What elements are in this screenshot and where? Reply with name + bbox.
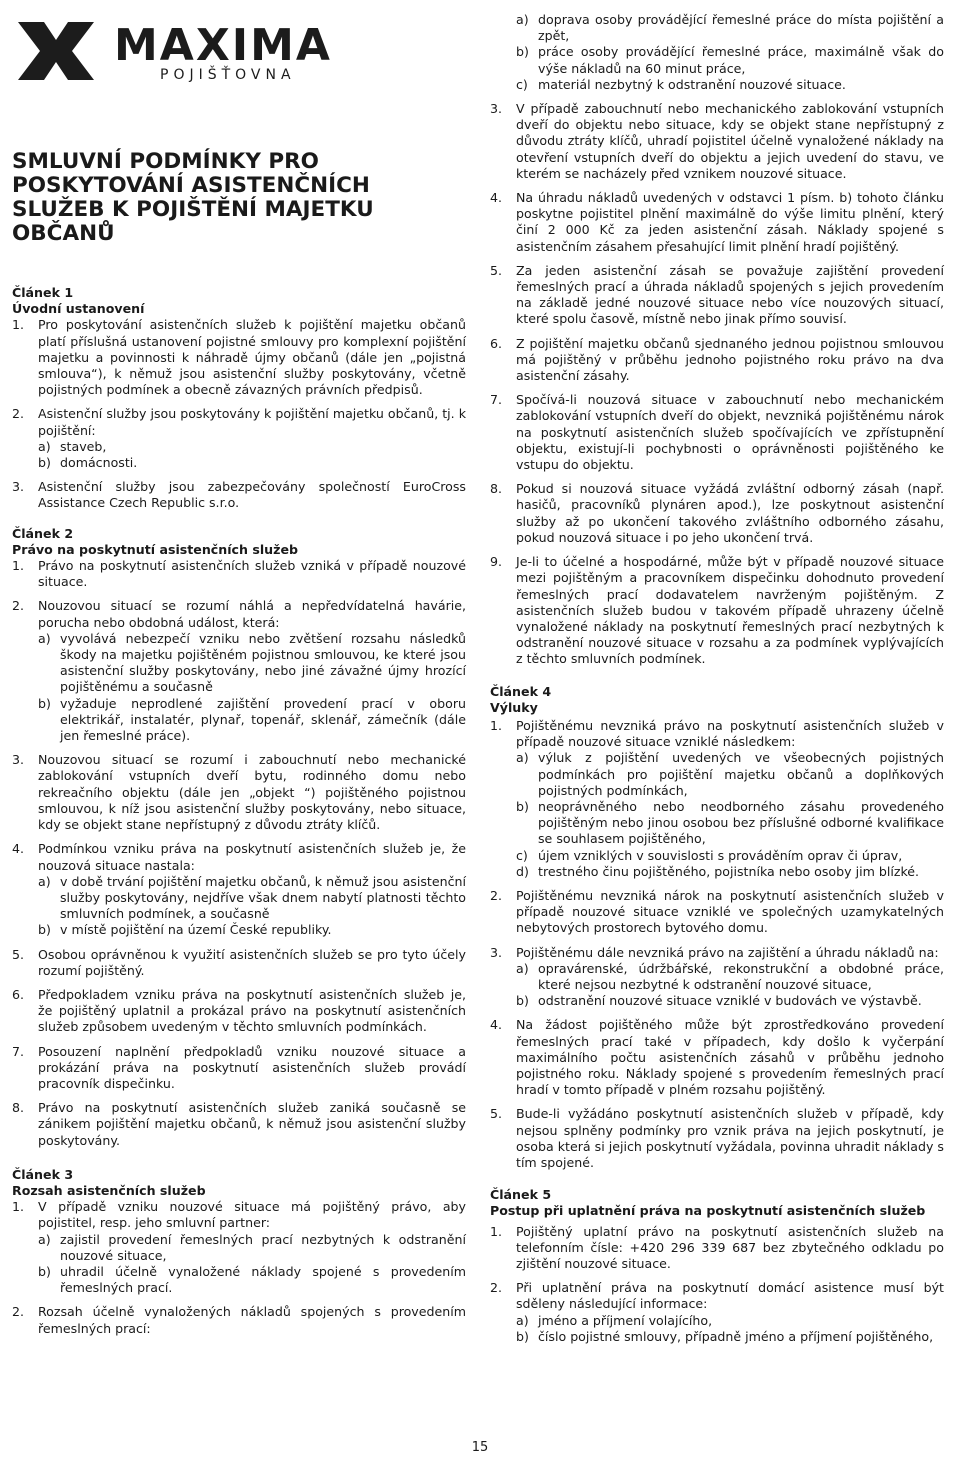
list-item: 1. Pro poskytování asistenčních služeb k pojištění majetku občanů platí příslušná ustanovení pojistné smlouvy pro komplexní pojištění majetku a povinnosti k náhradě újmy občanů (dále jen „pojistná smlouva“), k němuž jsou asistenční služby poskytovány, včetně pojistných podmínek a obecně závazných právních předpisů. bbox=[12, 317, 466, 398]
list-item: 8. Právo na poskytnutí asistenčních služeb zaniká současně se zánikem pojištění majetku občanů, k němuž jsou asistenční služby poskytovány. bbox=[12, 1100, 466, 1148]
list-item: 2. Při uplatnění práva na poskytnutí domácí asistence musí být sděleny následující informace: bbox=[490, 1280, 944, 1312]
list-item: 3. Pojištěnému dále nevzniká právo na zajištění a úhradu nákladů na: bbox=[490, 944, 939, 960]
article-4-number: Článek 4 bbox=[490, 683, 552, 699]
sub-list-item: b) domácnosti. bbox=[38, 455, 138, 471]
left-column bbox=[12, 285, 466, 1337]
sub-list-item: b) odstranění nouzové situace vzniklé v budovách ve výstavbě. bbox=[516, 993, 922, 1009]
sub-list-item: b) uhradil účelně vynaložené náklady spojené s provedením řemeslných prací. bbox=[38, 1263, 466, 1296]
article-5-heading: Postup při uplatnění práva na poskytnutí asistenčních služeb bbox=[490, 1203, 926, 1219]
sub-list-item: a) vyvolává nebezpečí vzniku nebo zvětšení rozsahu následků škody na majetku pojištěném pojistnou smlouvou, ke které jsou asistenční služby poskytovány, nebo jiné závažné újmy hrozící pojištěnému a současně bbox=[38, 630, 466, 695]
article-5-number: Článek 5 bbox=[490, 1187, 552, 1203]
list-item: 7. Spočívá-li nouzová situace v zabouchnutí nebo mechanickém zablokování vstupních dveří do objekt, nevzniká pojištěnému nárok na poskytnutí asistenčních služeb spočívajících ve zpřístupnění objektu, existují-li pochybnosti o oprávněnosti pojištěného ke vstupu do objektu. bbox=[490, 392, 944, 473]
article-3-heading: Rozsah asistenčních služeb bbox=[12, 1182, 206, 1198]
sub-list-item: b) v místě pojištění na území České republiky. bbox=[38, 922, 332, 938]
list-item: 1. Pojištěný uplatní právo na poskytnutí asistenčních služeb na telefonním čísle: +420 296 339 687 bez zbytečného odkladu po zjištění nouzové situace. bbox=[490, 1223, 944, 1272]
sub-list-item: c) újem vzniklých v souvislosti s prováděním oprav či úprav, bbox=[516, 847, 903, 863]
list-item: 6. Předpokladem vzniku práva na poskytnutí asistenčních služeb je, že pojištěný uplatnil a prokázal právo na poskytnutí asistenčních služeb způsobem uvedeným v těchto smluvních podmínkách. bbox=[12, 986, 466, 1035]
sub-list-item: b) práce osoby provádějící řemeslné práce, maximálně však do výše nákladů na 60 minut práce, bbox=[516, 44, 944, 76]
sub-list-item: c) materiál nezbytný k odstranění nouzové situace. bbox=[516, 76, 846, 92]
sub-list-item: a) staveb, bbox=[38, 438, 107, 454]
list-item: 3. V případě zabouchnutí nebo mechanického zablokování vstupních dveří do objektu nebo situace, kdy se objekt stane nepřístupný z důvodu ztráty klíčů, uhradí pojistitel účelně vynaložené náklady na otevření vstupních dveří do objektu a jejich uvedení do stavu, ve kterém se nacházely před vznikem nouzové situace. bbox=[490, 101, 944, 181]
logo-name: MAXIMA bbox=[114, 20, 332, 71]
sub-list-item: a) opravárenské, údržbářské, rekonstrukční a obdobné práce, které nejsou nezbytné k odstranění nouzové situace, bbox=[516, 960, 944, 992]
list-item: 9. Je-li to účelné a hospodárné, může být v případě nouzové situace mezi pojištěným a pracovníkem dispečinku dohodnuto provedení řemeslných prací dodavatelem navrženým pojištěným. Z asistenčních služeb budou v takovém případě uhrazeny účelně vynaložené náklady na poskytnutí řemeslných prací nezbytných k odstranění nouzové situace v rozsahu a za podmínek vyplývajících z těchto smluvních podmínek. bbox=[490, 554, 944, 667]
sub-list-item: a) zajistil provedení řemeslných prací nezbytných k odstranění nouzové situace, bbox=[38, 1231, 466, 1263]
article-2-number: Článek 2 bbox=[12, 525, 74, 541]
sub-list-item: a) v době trvání pojištění majetku občanů, k němuž jsou asistenční služby poskytovány, nejdříve však dnem nabytí platnosti těchto smluvních podmínek, a současně bbox=[38, 873, 466, 922]
list-item: 1. Právo na poskytnutí asistenčních služeb vzniká v případě nouzové situace. bbox=[12, 558, 466, 590]
list-item: 7. Posouzení naplnění předpokladů vzniku nouzové situace a prokázání práva na poskytnutí asistenčních služeb provádí pracovník dispečinku. bbox=[12, 1043, 466, 1091]
list-item: 5. Za jeden asistenční zásah se považuje zajištění provedení řemeslných prací a úhrada nákladů spojených s jejich provedením na základě jedné nouzové situace nebo více nouzových situací, které spolu časově, místně nebo jinak přímo souvisí. bbox=[490, 262, 944, 327]
company-logo bbox=[14, 18, 332, 86]
list-item: 1. Pojištěnému nevzniká právo na poskytnutí asistenčních služeb v případě nouzové situace vzniklé následkem: bbox=[490, 717, 944, 750]
sub-list-item: a) výluk z pojištění uvedených ve všeobecných pojistných podmínkách pro pojištění majetku občanů a doplňkových pojistných podmínkách, bbox=[516, 750, 944, 798]
list-item: 3. Nouzovou situací se rozumí i zabouchnutí nebo mechanické zablokování vstupních dveří bytu, rodinného domu nebo rekreačního objektu (dále jen „objekt “) pojištěného pojistnou smlouvou, k níž jsou asistenční služby poskytovány, nebo situace, kdy se objekt stane nepřístupný z důvodu ztráty klíčů. bbox=[12, 752, 466, 833]
article-1-heading: Úvodní ustanovení bbox=[12, 301, 145, 317]
list-item: 5. Osobou oprávněnou k využití asistenčních služeb se pro tyto účely rozumí pojištěný. bbox=[12, 946, 466, 978]
sub-list-item: b) vyžaduje neprodlené zajištění provedení prací v oboru elektrikář, instalatér, plynař, topenář, sklenář, zámečník (dále jen řemeslné práce). bbox=[38, 695, 466, 744]
article-3-number: Článek 3 bbox=[12, 1166, 74, 1182]
list-item: 6. Z pojištění majetku občanů sjednaného jednou pojistnou smlouvou má pojištěný v průběhu jednoho pojistného roku právo na dva asistenční zásahy. bbox=[490, 335, 944, 384]
sub-list-item: d) trestného činu pojištěného, pojistníka nebo osoby jim blízké. bbox=[516, 863, 920, 879]
list-item: 4. Podmínkou vzniku práva na poskytnutí asistenčních služeb je, že nouzová situace nastala: bbox=[12, 841, 466, 873]
sub-list-item: b) neoprávněného nebo neodborného zásahu provedeného pojištěným nebo jinou osobou bez příslušné odborné kvalifikace se souhlasem pojištěného, bbox=[516, 798, 944, 847]
article-1-number: Článek 1 bbox=[12, 285, 74, 300]
list-item: 4. Na úhradu nákladů uvedených v odstavci 1 písm. b) tohoto článku poskytne pojistitel plnění maximálně do výše limitu plnění, který činí 2 000 Kč za jeden asistenční zásah. Náklady spojené s asistenčním zásahem přesahující limit plnění hradí pojištěný. bbox=[490, 190, 944, 254]
logo-subtitle: POJIŠŤOVNA bbox=[160, 67, 296, 83]
sub-list-item: a) doprava osoby provádějící řemeslné práce do místa pojištění a zpět, bbox=[516, 12, 944, 44]
right-column bbox=[490, 12, 944, 1345]
page-number: 15 bbox=[471, 1440, 489, 1455]
document-title: SMLUVNÍ PODMÍNKY PRO POSKYTOVÁNÍ ASISTENČNÍCH SLUŽEB K POJIŠTĚNÍ MAJETKU OBČANŮ bbox=[12, 149, 374, 246]
list-item: 2. Nouzovou situací se rozumí náhlá a nepředvídatelná havárie, porucha nebo obdobná událost, která: bbox=[12, 598, 466, 630]
list-item: 3. Asistenční služby jsou zabezpečovány společností EuroCross Assistance Czech Republic s.r.o. bbox=[12, 479, 466, 511]
list-item: 4. Na žádost pojištěného může být zprostředkováno provedení řemeslných prací také v případech, kdy došlo k vyčerpání maximálního počtu asistenčních zásahů v průběhu jednoho pojistného roku. Náklady spojené s provedením řemeslných prací hradí v tomto případě v plném rozsahu pojištěný. bbox=[490, 1017, 944, 1098]
list-item: 2. Rozsah účelně vynaložených nákladů spojených s provedením řemeslných prací: bbox=[12, 1304, 466, 1336]
list-item: 2. Pojištěnému nevzniká nárok na poskytnutí asistenčních služeb v případě nouzové situace vzniklé ve společných uzamykatelných nebytových prostorech bytového domu. bbox=[490, 887, 944, 936]
list-item: 5. Bude-li vyžádáno poskytnutí asistenčních služeb v případě, kdy nejsou splněny podmínky pro vznik práva na jejich poskytnutí, je osoba která si jejich poskytnutí vyžádala, povinna uhradit náklady s tím spojené. bbox=[490, 1106, 944, 1170]
article-2-heading: Právo na poskytnutí asistenčních služeb bbox=[12, 541, 299, 557]
sub-list-item: b) číslo pojistné smlouvy, případně jméno a příjmení pojištěného, bbox=[516, 1328, 934, 1344]
list-item: 8. Pokud si nouzová situace vyžádá zvláštní odborný zásah (např. hasičů, pracovníků plynáren apod.), lze poskytnout asistenční služby až po ukončení takového zvláštního odborného zásahu, pokud nouzová situace i po jeho ukončení trvá. bbox=[490, 481, 944, 545]
list-item: 2. Asistenční služby jsou poskytovány k pojištění majetku občanů, tj. k pojištění: bbox=[12, 406, 466, 438]
article-4-heading: Výluky bbox=[490, 699, 538, 715]
sub-list-item: a) jméno a příjmení volajícího, bbox=[516, 1312, 713, 1328]
list-item: 1. V případě vzniku nouzové situace má pojištěný právo, aby pojistitel, resp. jeho smluvní partner: bbox=[12, 1199, 466, 1231]
logo-mark-icon bbox=[14, 18, 98, 84]
